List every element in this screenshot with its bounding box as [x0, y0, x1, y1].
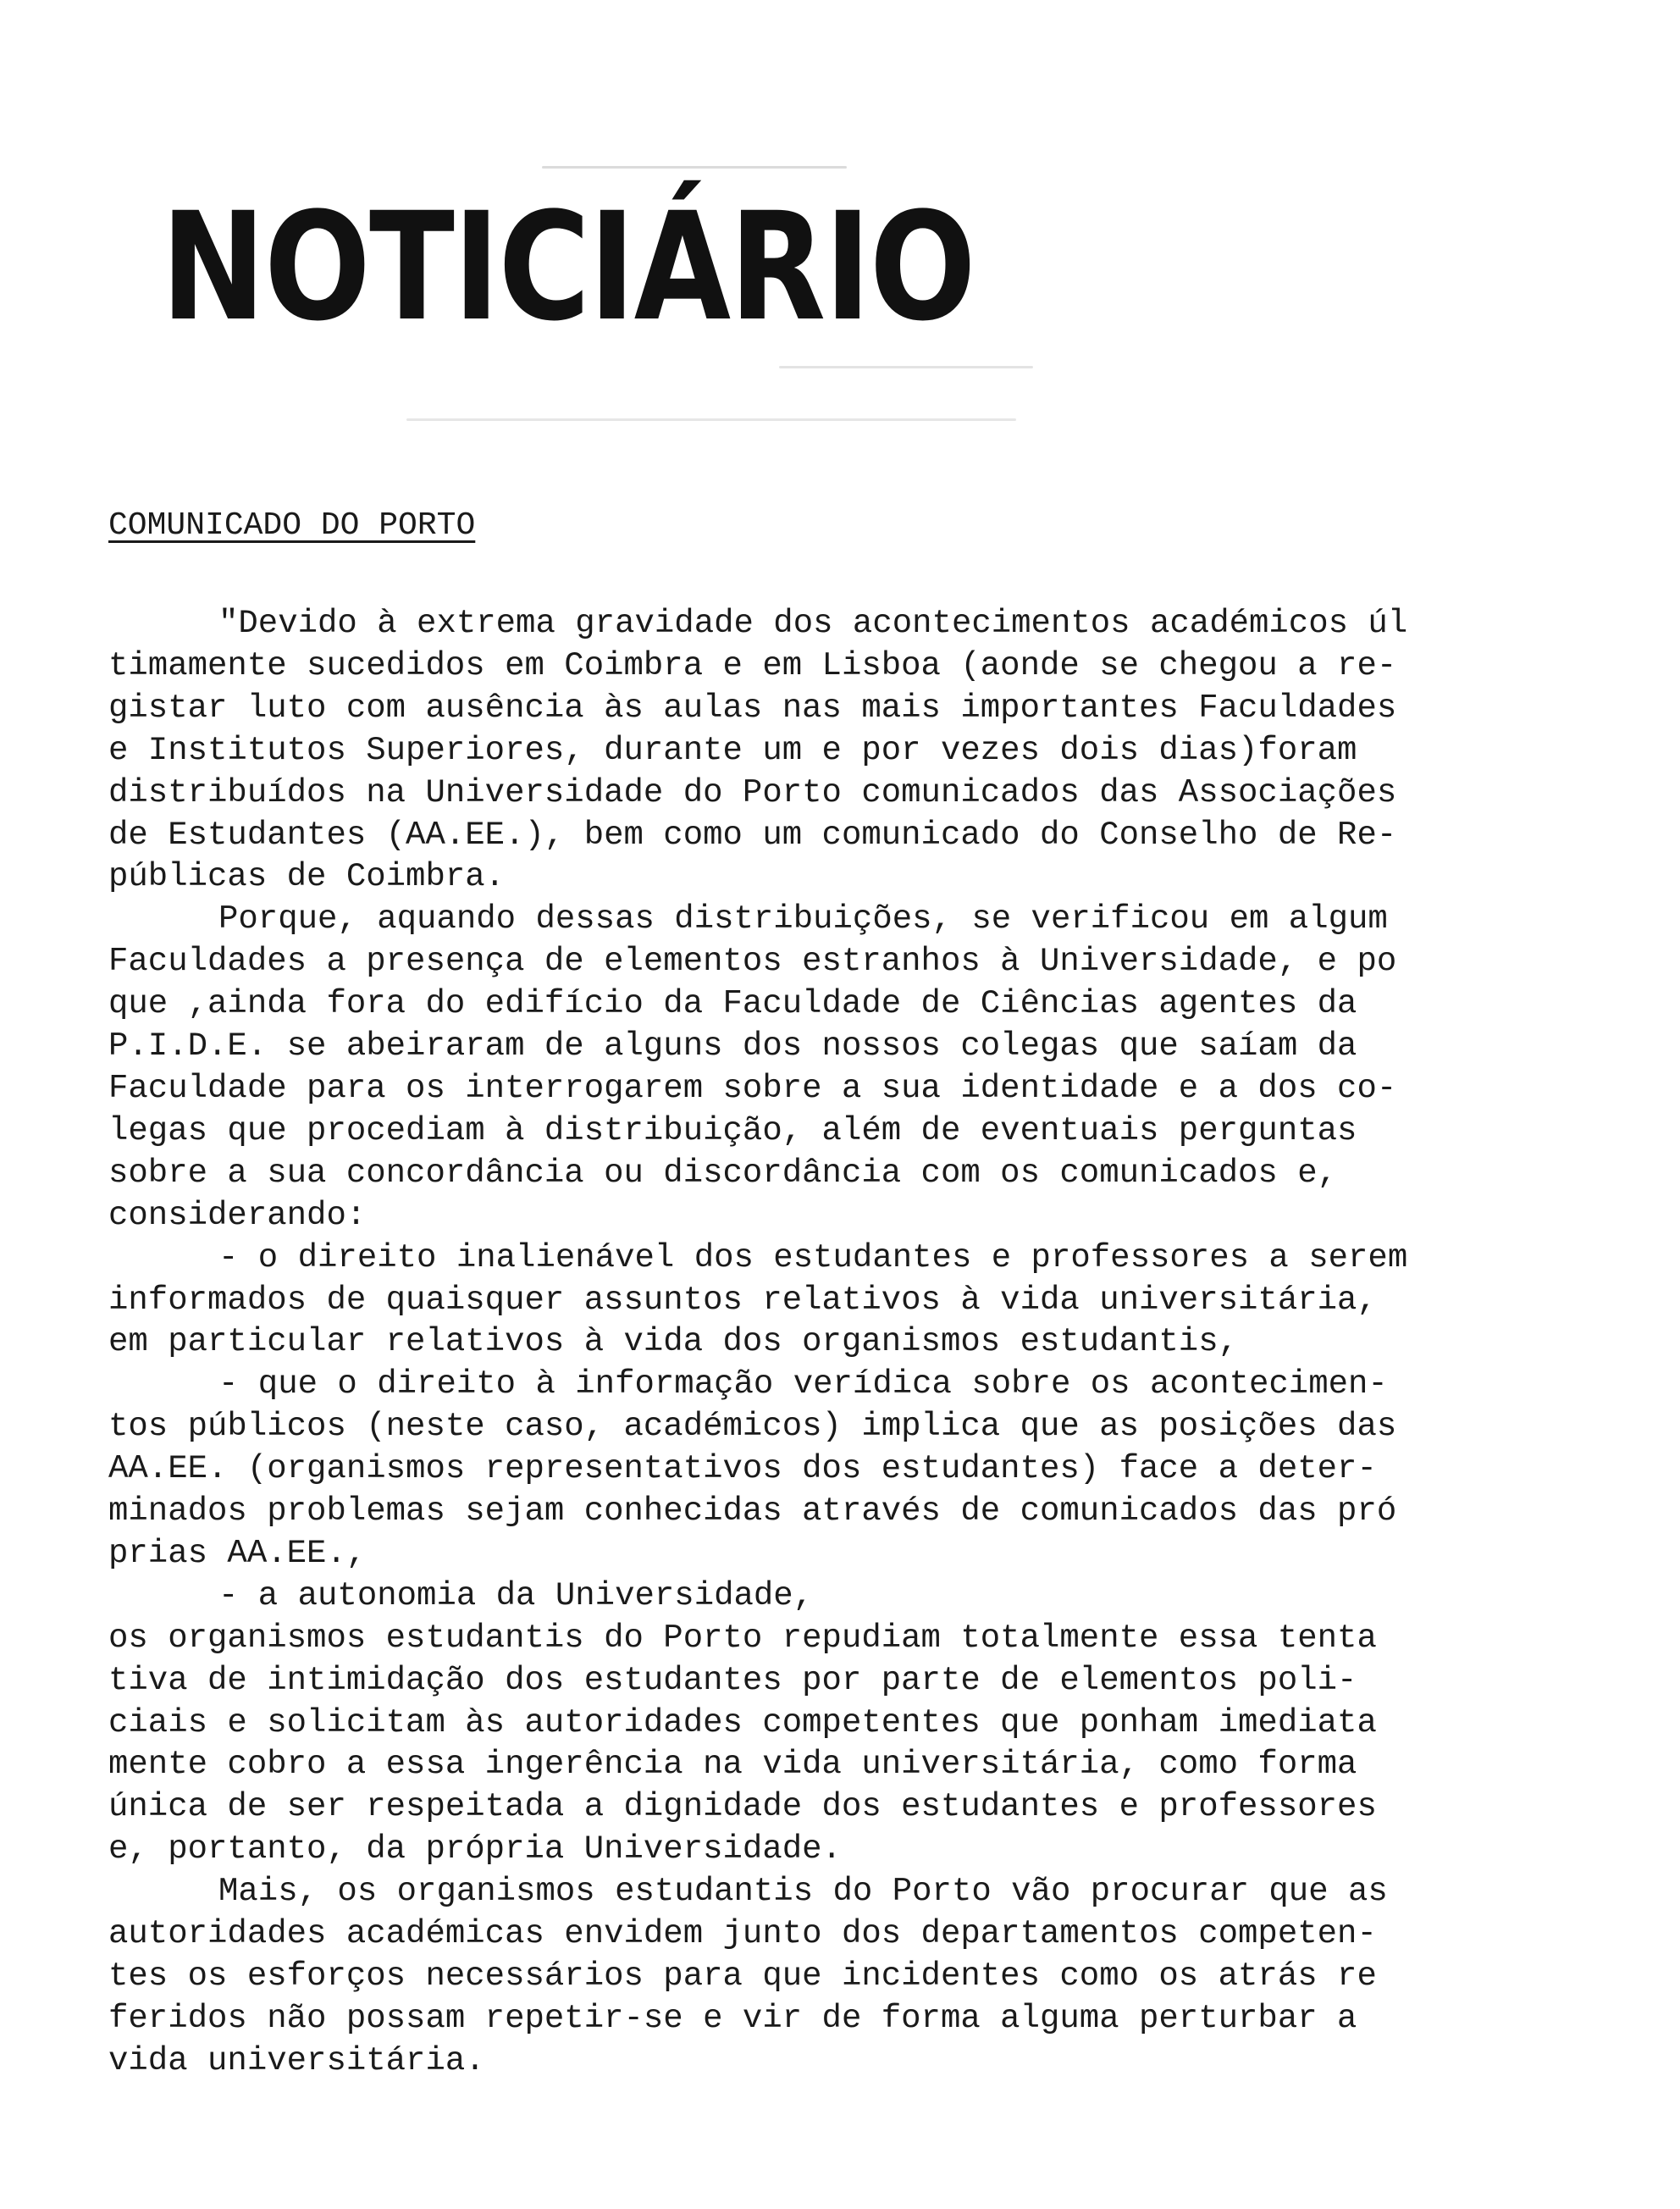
text-line: Porque, aquando dessas distribuições, se verificou em algum — [218, 900, 1388, 938]
text-line: considerando: — [108, 1196, 367, 1234]
text-line: legas que procediam à distribuição, além de eventuais perguntas — [108, 1111, 1357, 1149]
text-line: - o direito inalienável dos estudantes e professores a serem — [218, 1238, 1408, 1276]
text-line: distribuídos na Universidade do Porto comunicados das Associações — [108, 773, 1397, 811]
text-line: tes os esforços necessários para que incidentes como os atrás re — [108, 1957, 1377, 1995]
text-line: P.I.D.E. se abeiraram de alguns dos nossos colegas que saíam da — [108, 1027, 1357, 1066]
text-line: ciais e solicitam às autoridades competentes que ponham imediata — [108, 1703, 1377, 1741]
text-line: AA.EE. (organismos representativos dos estudantes) face a deter- — [108, 1450, 1377, 1488]
text-line: - a autonomia da Universidade, — [218, 1576, 814, 1614]
text-line: vida universitária. — [108, 2041, 485, 2079]
article-body — [108, 603, 1582, 2083]
text-line: e Institutos Superiores, durante um e por vezes dois dias)foram — [108, 731, 1357, 769]
text-line: mente cobro a essa ingerência na vida universitária, como forma — [108, 1746, 1357, 1784]
text-line: Mais, os organismos estudantis do Porto vão procurar que as — [218, 1873, 1388, 1911]
text-line: única de ser respeitada a dignidade dos estudantes e professores — [108, 1788, 1377, 1826]
text-line: e, portanto, da própria Universidade. — [108, 1830, 842, 1869]
text-line: tiva de intimidação dos estudantes por parte de elementos poli- — [108, 1661, 1357, 1699]
scan-smudge — [406, 418, 1016, 421]
scan-smudge — [779, 366, 1033, 368]
text-line: "Devido à extrema gravidade dos acontecimentos académicos úl — [218, 605, 1408, 642]
text-line: públicas de Coimbra. — [108, 858, 506, 896]
text-line: os organismos estudantis do Porto repudiam totalmente essa tenta — [108, 1619, 1377, 1657]
text-line: timamente sucedidos em Coimbra e em Lisboa (aonde se chegou a re- — [108, 646, 1397, 684]
text-line: gistar luto com ausência às aulas nas mais importantes Faculdades — [108, 689, 1397, 727]
masthead-title: NOTICIÁRIO — [161, 180, 975, 354]
text-line: prias AA.EE., — [108, 1534, 367, 1572]
text-line: feridos não possam repetir-se e vir de forma alguma perturbar a — [108, 1999, 1357, 2037]
text-line: sobre a sua concordância ou discordância com os comunicados e, — [108, 1154, 1338, 1192]
text-line: tos públicos (neste caso, académicos) implica que as posições das — [108, 1408, 1397, 1446]
text-line: em particular relativos à vida dos organismos estudantis, — [108, 1323, 1239, 1361]
section-title: COMUNICADO DO PORTO — [108, 507, 476, 544]
text-line: - que o direito à informação verídica sobre os acontecimen- — [218, 1365, 1388, 1403]
scan-smudge — [542, 166, 847, 169]
text-line: Faculdade para os interrogarem sobre a sua identidade e a dos co- — [108, 1069, 1397, 1107]
text-line: que ,ainda fora do edifício da Faculdade de Ciências agentes da — [108, 985, 1357, 1023]
text-line: informados de quaisquer assuntos relativos à vida universitária, — [108, 1281, 1377, 1319]
text-line: autoridades académicas envidem junto dos departamentos competen- — [108, 1915, 1377, 1953]
text-line: Faculdades a presença de elementos estranhos à Universidade, e po — [108, 943, 1397, 981]
text-line: minados problemas sejam conhecidas através de comunicados das pró — [108, 1492, 1397, 1531]
text-line: de Estudantes (AA.EE.), bem como um comunicado do Conselho de Re- — [108, 816, 1397, 854]
